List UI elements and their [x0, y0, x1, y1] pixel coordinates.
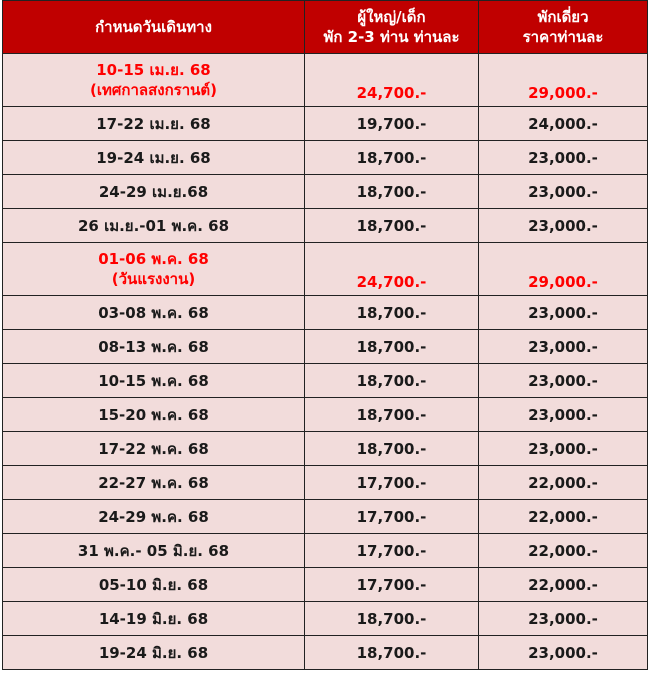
travel-date-cell [3, 466, 305, 500]
table-row [3, 432, 648, 466]
travel-date-cell [3, 107, 305, 141]
adult-child-price: 17,700.- [305, 534, 479, 568]
single-price: 23,000.- [479, 398, 648, 432]
adult-child-price: 17,700.- [305, 466, 479, 500]
table-row [3, 296, 648, 330]
table-row [3, 568, 648, 602]
adult-child-price: 18,700.- [305, 364, 479, 398]
travel-date-cell [3, 141, 305, 175]
single-price: 24,000.- [479, 107, 648, 141]
adult-child-price: 18,700.- [305, 209, 479, 243]
travel-date-cell [3, 175, 305, 209]
single-price: 23,000.- [479, 209, 648, 243]
adult-child-price: 18,700.- [305, 602, 479, 636]
adult-child-price: 18,700.- [305, 432, 479, 466]
adult-child-price: 18,700.- [305, 330, 479, 364]
travel-date-cell [3, 602, 305, 636]
single-price: 23,000.- [479, 296, 648, 330]
single-price: 22,000.- [479, 534, 648, 568]
table-row [3, 330, 648, 364]
header-row [3, 1, 648, 54]
travel-date: 22-27 พ.ค. 68 [98, 473, 209, 492]
header-adult-child-price [305, 1, 479, 54]
table-row [3, 141, 648, 175]
travel-date: 31 พ.ค.- 05 มิ.ย. 68 [77, 541, 230, 560]
single-price: 22,000.- [479, 500, 648, 534]
adult-child-price: 18,700.- [305, 636, 479, 670]
header-adult-child-line2: พัก 2-3 ท่าน ท่านละ [323, 28, 460, 46]
travel-date: 24-29 เม.ย.68 [98, 182, 209, 201]
travel-date-cell [3, 296, 305, 330]
travel-date-cell [3, 636, 305, 670]
header-travel-dates [3, 1, 305, 54]
table-row [3, 243, 648, 296]
single-price: 23,000.- [479, 364, 648, 398]
single-price: 23,000.- [479, 141, 648, 175]
adult-child-price: 24,700.- [305, 54, 479, 107]
header-adult-child-line1: ผู้ใหญ่/เด็ก [357, 8, 426, 26]
table-row [3, 466, 648, 500]
travel-date-cell [3, 568, 305, 602]
single-price: 23,000.- [479, 636, 648, 670]
table-header [3, 1, 648, 54]
single-price: 23,000.- [479, 330, 648, 364]
table-row [3, 209, 648, 243]
travel-date: 05-10 มิ.ย. 68 [98, 575, 209, 594]
travel-date: 10-15 เม.ย. 68 [96, 61, 211, 79]
single-price: 23,000.- [479, 175, 648, 209]
adult-child-price: 18,700.- [305, 141, 479, 175]
travel-date: 15-20 พ.ค. 68 [98, 405, 209, 424]
table-row [3, 398, 648, 432]
table-row [3, 602, 648, 636]
travel-date-cell [3, 364, 305, 398]
single-price: 22,000.- [479, 568, 648, 602]
travel-date-cell [3, 398, 305, 432]
travel-date-cell [3, 500, 305, 534]
single-price: 22,000.- [479, 466, 648, 500]
travel-date-cell [3, 54, 305, 107]
travel-date-cell [3, 209, 305, 243]
price-table [2, 0, 648, 670]
header-single-price [479, 1, 648, 54]
adult-child-price: 18,700.- [305, 398, 479, 432]
table-row [3, 175, 648, 209]
travel-date: 24-29 พ.ค. 68 [98, 507, 209, 526]
single-price: 29,000.- [479, 243, 648, 296]
table-body [3, 54, 648, 670]
travel-date: 19-24 เม.ย. 68 [96, 148, 211, 167]
adult-child-price: 19,700.- [305, 107, 479, 141]
adult-child-price: 18,700.- [305, 296, 479, 330]
travel-date: 17-22 พ.ค. 68 [98, 439, 209, 458]
single-price: 23,000.- [479, 602, 648, 636]
single-price: 29,000.- [479, 54, 648, 107]
table-row [3, 107, 648, 141]
holiday-note: (วันแรงงาน) [111, 270, 196, 288]
table-row [3, 54, 648, 107]
single-price: 23,000.- [479, 432, 648, 466]
table-row [3, 636, 648, 670]
travel-date: 17-22 เม.ย. 68 [96, 114, 211, 133]
travel-date: 03-08 พ.ค. 68 [98, 303, 209, 322]
travel-date: 26 เม.ย.-01 พ.ค. 68 [77, 216, 230, 235]
adult-child-price: 17,700.- [305, 568, 479, 602]
adult-child-price: 24,700.- [305, 243, 479, 296]
header-single-line1: พักเดี่ยว [537, 8, 589, 26]
adult-child-price: 17,700.- [305, 500, 479, 534]
header-single-line2: ราคาท่านละ [522, 28, 604, 46]
travel-date-cell [3, 330, 305, 364]
travel-date-cell [3, 432, 305, 466]
travel-date: 19-24 มิ.ย. 68 [98, 643, 209, 662]
travel-date: 08-13 พ.ค. 68 [98, 337, 209, 356]
table-row [3, 364, 648, 398]
holiday-note: (เทศกาลสงกรานต์) [90, 81, 217, 99]
adult-child-price: 18,700.- [305, 175, 479, 209]
travel-date-cell [3, 243, 305, 296]
travel-date: 14-19 มิ.ย. 68 [98, 609, 209, 628]
travel-date: 10-15 พ.ค. 68 [98, 371, 209, 390]
travel-date-cell [3, 534, 305, 568]
header-travel-dates-label: กำหนดวันเดินทาง [95, 18, 212, 36]
table-row [3, 500, 648, 534]
travel-date: 01-06 พ.ค. 68 [98, 250, 209, 268]
table-row [3, 534, 648, 568]
